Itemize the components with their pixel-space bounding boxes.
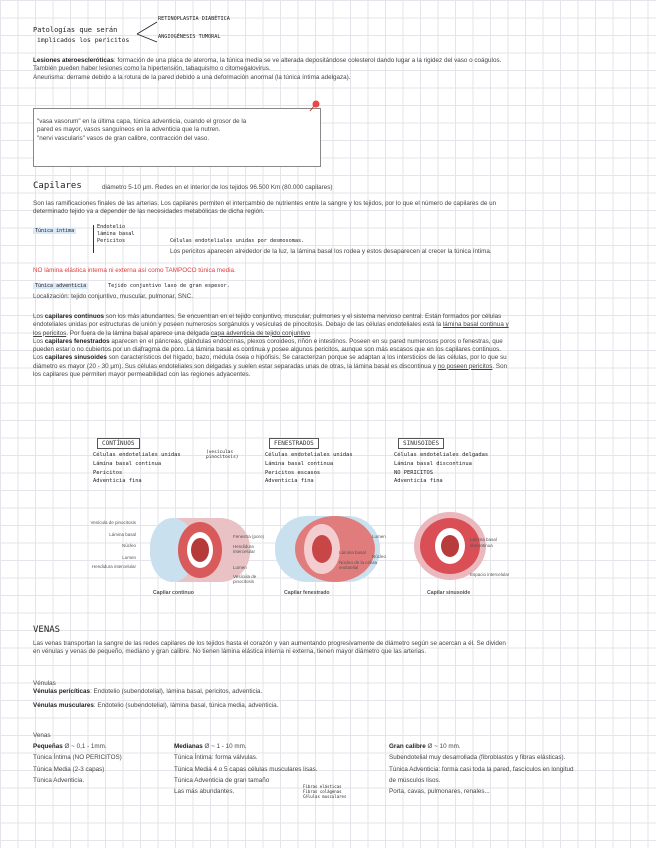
cap3-labels-left: Lumen Núcleo [372, 534, 387, 559]
caption-sinusoid: Capilar sinusoide [427, 590, 471, 596]
medium-veins-side: Fibras elásticas Fibras colágenas Células musculares [303, 784, 347, 799]
item-pericitos: Pericitos [97, 238, 126, 244]
tunica-intima-label: Túnica íntima [35, 228, 75, 234]
note-line1: "vasa vasorum" en la última capa, túnica adventicia, cuando el grosor de la [37, 118, 247, 125]
capillaries-intro [33, 200, 633, 217]
caption-fenestrated: Capilar fenestrado [284, 590, 330, 596]
card-title-continuous: CONTÍNUOS [97, 438, 140, 449]
lesions-paragraph [33, 57, 633, 82]
intro-line2: determinado tejido va a depender de las necesidades metabólicas de dicha región. [33, 208, 265, 216]
medium-veins: Medianas Ø ~ 1 - 10 mm. Túnica Íntima: forma válvulas. Túnica Media 4 o 5 capas células musculares lisas. Túnica Adventicia de gran tamaño Las más abundantes. [174, 743, 318, 796]
capillary-types-text: Los capilares continuos son los más abundantes. Se encuentran en el tejido conjuntivo, muscular, pulmones y el sistema nervioso central. Están formados por células endoteliales unidas por estructuras de unión y poseen numerosos sorgánulos y vesículas de pinocitosis. Debajo de las células endoteliales está la lámina basal continua y los pericitos. Por fuera de la lámina basal aparece una delgada capa adventicia de tejido conjuntivo Los capilares fenestrados aparecen en el páncreas, glándulas endocrinas, plexos coroideos, riñón e intestinos. Poseen en su pared numerosos poros o fenestras, que pueden estar o no cubiertos por un diafragma de poro. La lámina basal es continua y posee algunos pericitos, aunque son más escasos que en los capilares continuos. Los capilares sinusoides son característicos del hígado, bazo, médula ósea o hipófisis. Se caracterizan porque se adaptan a los intersticios de las células, por lo que su diámetro es mayor (20 - 30 µm). Sus células endoteliales son delgadas y suelen estar separadas unas de otras, la lámina basal es discontinua y no poseen pericitos. Son los capilares que permiten mayor permeabilidad con las regiones adyacentes. [33, 313, 509, 379]
localization-line: Localización: tejido conjuntivo, muscular, pulmonar, SNC. [33, 293, 193, 300]
card-continuous-lines: Células endoteliales unidas Lámina basal continua Pericitos Adventicia fina [93, 452, 181, 485]
sinusoid-term: capilares sinusoides [44, 354, 107, 362]
branch-retinoplastia: RETINOPLASTIA DIABÉTICA [158, 16, 230, 22]
intro-line1: Son las ramificaciones finales de las arterias. Los capilares permiten el intercambio de nutrientes entre la sangre y los tejidos, por lo que el número de capilares de un [33, 200, 497, 207]
heading-pathologies-line2: implicados los pericitos [37, 36, 130, 44]
vasa-vasorum-note [33, 108, 321, 167]
caption-continuous: Capilar continuo [153, 590, 194, 596]
branch-angiogenesis: ANGIOGÉNESIS TUMORAL [158, 34, 221, 40]
small-veins: Pequeñas Ø ~ 0,1 - 1mm. Túnica Íntima (NO PERICITOS) Túnica Media (2-3 capas) Túnica Adventicia. [33, 743, 122, 784]
tunica-intima-items [97, 224, 134, 245]
no-elastic-note: NO lámina elástica interna ni externa así como TAMPOCO túnica media. [33, 267, 236, 274]
continuous-term: capilares continuos [44, 313, 105, 320]
item-lamina-basal: lámina basal [97, 231, 135, 237]
note-line2: pared es mayor, vasos sanguíneos en la adventicia que la nutren. [37, 126, 221, 134]
card-fenestrated-lines: Células endoteliales unidas Lámina basal continua Pericitos escasos Adventicia fina [265, 452, 353, 485]
lesions-line2: También pueden haber lesiones como la hipertensión, tabaquismo o citomegalovirus. [33, 65, 271, 73]
cap1-labels: Vesícula de pinocitosis Lámina basal Núcleo Lumen Hendidura intercelular [90, 520, 136, 569]
adventicia-note: Tejido conjuntivo laxo de gran espesor. [108, 283, 230, 289]
tunica-bracket [93, 225, 94, 253]
card-sinusoids-lines: Células endoteliales delgadas Lámina basal discontinua NO PERICITOS Adventicia fina [394, 452, 489, 485]
fenestrated-term: capilares fenestrados [44, 337, 110, 345]
tunica-adventicia-label: Túnica adventicia [35, 283, 87, 289]
branch-bracket-icon [135, 18, 160, 48]
veins-title: VENAS [33, 625, 61, 635]
note-line3: "nervi vascularis" vasos de gran calibre, contracción del vaso. [37, 134, 210, 142]
fenestrated-capillary-illustration [270, 508, 385, 590]
veins-intro: Las venas transportan la sangre de las redes capilares de los tejidos hasta el corazón y van aumentando progresivamente de diámetro según se acercan a él. Se dividen en vénulas y venas de pequeño, mediano y gran calibre. No tienen lámina elástica interna ni externa, tienen mayor diámetro que las arterias. [33, 640, 506, 656]
card-title-sinusoids: SINUSOIDES [398, 438, 444, 449]
item-endotelio: Endotelio [97, 224, 126, 230]
cap3-labels-right: Lámina basal discontinua Espacio intercelular [470, 537, 510, 577]
veins-subheading: Venas [33, 732, 51, 739]
pushpin-icon [308, 99, 322, 113]
heading-pathologies-line1: Patologías que serán [33, 26, 118, 34]
endothelial-note: Células endoteliales unidas por desmosomas. [170, 238, 305, 244]
lesions-text: : formación de una placa de ateroma, la túnica media se ve alterada depositándose colesterol dando lugar a la rigidez del vaso o coágulos. [113, 57, 502, 64]
venules-heading: Vénulas [33, 680, 56, 687]
aneurysm-line: Aneurisma: derrame debido a la rotura de la pared debido a una deformación anormal (la túnica íntima adelgaza). [33, 73, 351, 81]
pericytes-note: Los pericitos aparecen alrededor de la luz, la lámina basal los rodea y estos desaparecen al crecer la túnica íntima. [170, 248, 492, 255]
capillaries-title: Capilares [33, 181, 82, 191]
capillaries-subtitle: diámetro 5-10 µm. Redes en el interior de los tejidos 96.500 Km (80.000 capilares) [102, 184, 333, 191]
card-title-fenestrated: FENESTRADOS [269, 438, 319, 449]
large-veins: Gran calibre Ø ~ 10 mm. Subendotelial muy desarrollada (fibroblastos y fibras elásticas). Túnica Adventicia: forma casi toda la pared, fascículos en longitud de músculos lisos. Porta, cavas, pulmonares, renales... [389, 743, 574, 796]
pinocytosis-note: (vesículas pinocitosis) [206, 450, 239, 460]
cap2-labels-bottom: Lumen Vesícula de pinocitosis [233, 565, 257, 584]
cap2-labels-right: Lámina basal Núcleo de la célula endotelial [339, 550, 378, 570]
cap2-labels-left: Fenestra (poro) Hendidura intercelular [233, 534, 265, 554]
venules-section: Vénulas Vénulas pericíticas: Endotelio (subendotelial), lámina basal, pericitos, adventicia. Vénulas musculares: Endotelio (subendotelial), lámina basal, túnica media, adventicia. [33, 680, 633, 710]
lesions-term: Lesiones ateroescleróticas [33, 57, 114, 64]
